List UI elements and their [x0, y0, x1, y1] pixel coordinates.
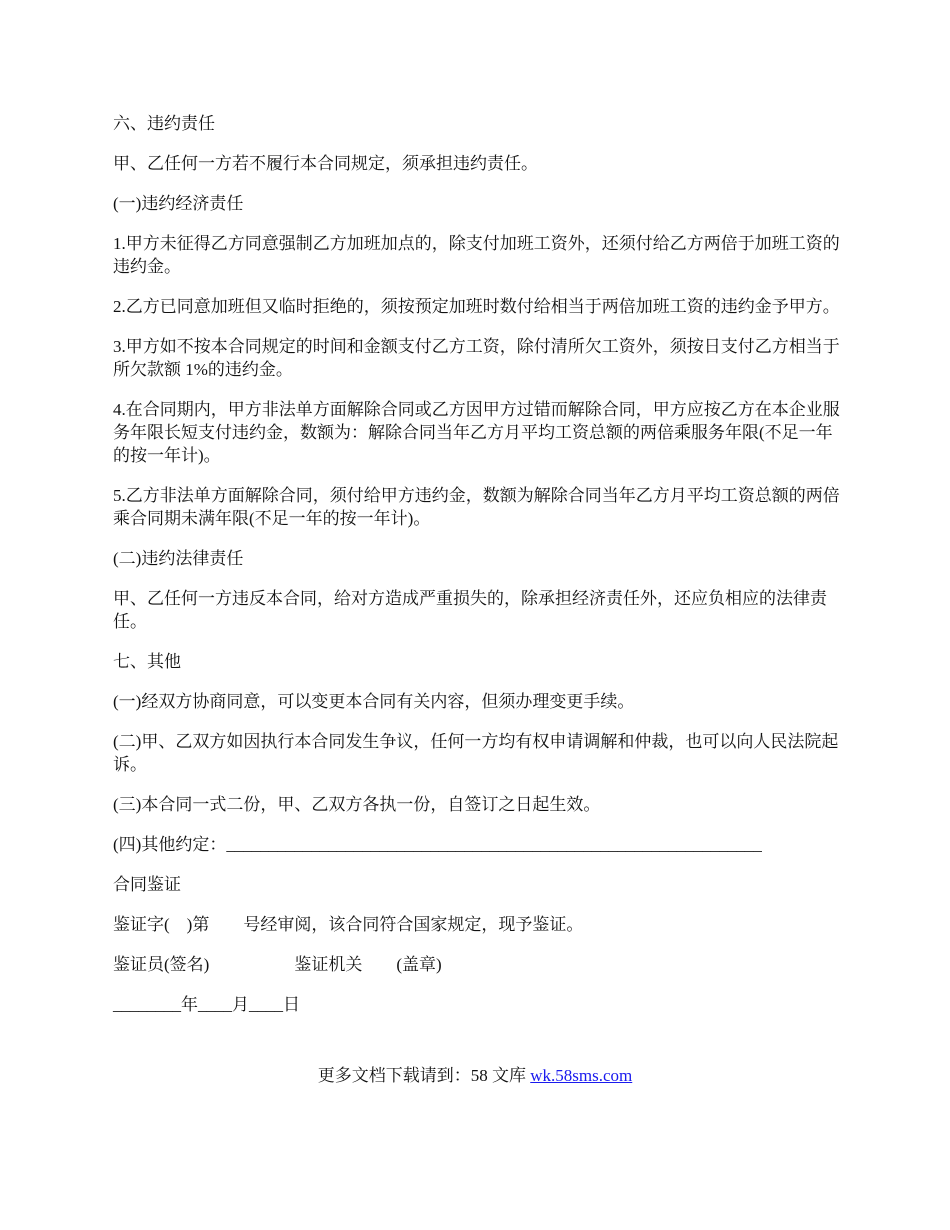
other-clause-2: (二)甲、乙双方如因执行本合同发生争议，任何一方均有权申请调解和仲裁，也可以向人民法院起诉。 — [113, 732, 839, 774]
clause-1: 1.甲方未征得乙方同意强制乙方加班加点的，除支付加班工资外，还须付给乙方两倍于加班工资的违约金。 — [113, 234, 840, 276]
footer-link[interactable]: wk.58sms.com — [530, 1066, 633, 1085]
download-footer — [0, 1064, 950, 1087]
subheading-economic-liability: (一)违约经济责任 — [113, 194, 244, 213]
clause-4: 4.在合同期内，甲方非法单方面解除合同或乙方因甲方过错而解除合同，甲方应按乙方在本企业服务年限长短支付违约金，数额为：解除合同当年乙方月平均工资总额的两倍乘服务年限(不足一年的按一年计)。 — [113, 400, 840, 465]
verification-statement: 鉴证字( )第 号经审阅，该合同符合国家规定，现予鉴证。 — [113, 915, 584, 934]
other-clause-1: (一)经双方协商同意，可以变更本合同有关内容，但须办理变更手续。 — [113, 692, 635, 711]
document-body — [113, 112, 843, 1033]
section-heading-breach: 六、违约责任 — [113, 114, 215, 133]
clause-5: 5.乙方非法单方面解除合同，须付给甲方违约金，数额为解除合同当年乙方月平均工资总额的两倍乘合同期未满年限(不足一年的按一年计)。 — [113, 486, 840, 528]
footer-text: 更多文档下载请到：58 文库 — [317, 1066, 531, 1085]
paragraph-breach-intro: 甲、乙任何一方若不履行本合同规定，须承担违约责任。 — [113, 154, 538, 173]
date-line: ________年____月____日 — [113, 995, 300, 1014]
paragraph-legal-liability: 甲、乙任何一方违反本合同，给对方造成严重损失的，除承担经济责任外，还应负相应的法律责任。 — [113, 589, 827, 631]
verification-heading: 合同鉴证 — [113, 875, 181, 894]
other-clause-3: (三)本合同一式二份，甲、乙双方各执一份，自签订之日起生效。 — [113, 795, 601, 814]
other-clause-4-blank: (四)其他约定：_______________________________________________________________ — [113, 835, 762, 854]
clause-2: 2.乙方已同意加班但又临时拒绝的，须按预定加班时数付给相当于两倍加班工资的违约金予甲方。 — [113, 297, 840, 316]
clause-3: 3.甲方如不按本合同规定的时间和金额支付乙方工资，除付清所欠工资外，须按日支付乙方相当于所欠款额 1%的违约金。 — [113, 337, 840, 379]
subheading-legal-liability: (二)违约法律责任 — [113, 549, 244, 568]
section-heading-other: 七、其他 — [113, 652, 181, 671]
verification-signatures: 鉴证员(签名) 鉴证机关 (盖章) — [113, 955, 442, 974]
